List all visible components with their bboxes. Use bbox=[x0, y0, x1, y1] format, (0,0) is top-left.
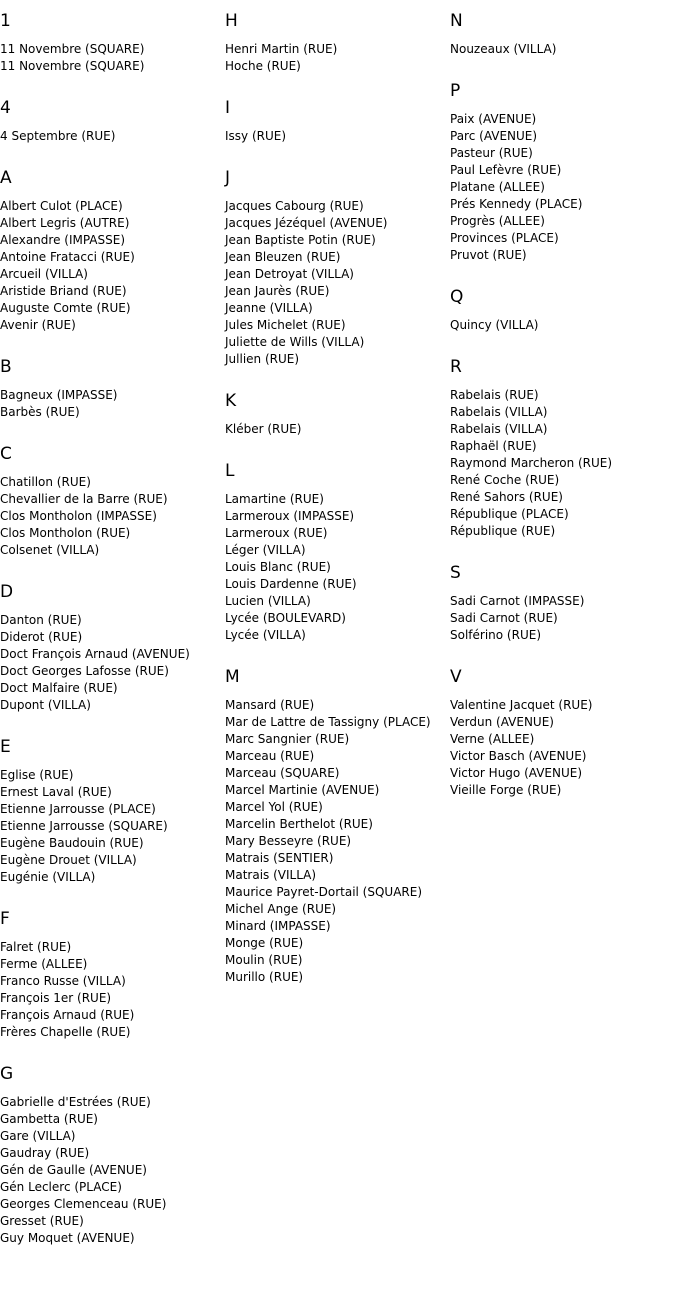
street-list-item bbox=[225, 714, 445, 731]
street-list-item bbox=[225, 576, 445, 593]
street-list-item bbox=[0, 1094, 220, 1111]
street-link[interactable]: Michel Ange (RUE) bbox=[225, 902, 337, 916]
section-letter-heading: M bbox=[225, 667, 240, 687]
letter-section bbox=[225, 666, 445, 986]
street-list-item bbox=[450, 145, 670, 162]
street-list-item bbox=[0, 1213, 220, 1230]
street-link[interactable]: Verdun (AVENUE) bbox=[450, 715, 554, 729]
street-index-column-2 bbox=[225, 10, 445, 1008]
street-link[interactable]: Marc Sangnier (RUE) bbox=[225, 732, 350, 746]
street-link[interactable]: République (PLACE) bbox=[450, 507, 569, 521]
street-list-item bbox=[225, 884, 445, 901]
street-link[interactable]: Provinces (PLACE) bbox=[450, 231, 559, 245]
street-list bbox=[0, 198, 220, 334]
street-list-item bbox=[225, 610, 445, 627]
street-list-item bbox=[0, 629, 220, 646]
street-list-item bbox=[225, 317, 445, 334]
section-letter-heading: F bbox=[0, 909, 10, 929]
street-list-item bbox=[0, 612, 220, 629]
street-link[interactable]: Eglise (RUE) bbox=[0, 768, 74, 782]
street-list bbox=[225, 128, 445, 145]
street-list bbox=[0, 41, 220, 75]
section-letter-heading: V bbox=[450, 667, 462, 687]
street-list-item bbox=[0, 697, 220, 714]
street-link[interactable]: Mary Besseyre (RUE) bbox=[225, 834, 352, 848]
street-index-column-3 bbox=[450, 10, 670, 821]
street-list-item bbox=[225, 249, 445, 266]
letter-section bbox=[450, 562, 670, 644]
street-list-item bbox=[225, 850, 445, 867]
street-list-item bbox=[225, 58, 445, 75]
street-link[interactable]: Falret (RUE) bbox=[0, 940, 72, 954]
section-letter-heading: H bbox=[225, 11, 238, 31]
street-list-item bbox=[225, 816, 445, 833]
street-list-item bbox=[0, 869, 220, 886]
street-list-item bbox=[0, 300, 220, 317]
street-list-item bbox=[450, 714, 670, 731]
street-link[interactable]: Jacques Jézéquel (AVENUE) bbox=[225, 216, 388, 230]
street-list-item bbox=[0, 232, 220, 249]
street-list-item bbox=[450, 128, 670, 145]
street-list-item bbox=[225, 901, 445, 918]
street-link[interactable]: Louis Dardenne (RUE) bbox=[225, 577, 357, 591]
street-list-item bbox=[225, 918, 445, 935]
street-link[interactable]: Doct Malfaire (RUE) bbox=[0, 681, 118, 695]
street-list-item bbox=[450, 387, 670, 404]
letter-section bbox=[0, 1063, 220, 1247]
street-link[interactable]: Rabelais (VILLA) bbox=[450, 405, 548, 419]
street-list-item bbox=[0, 1007, 220, 1024]
street-link[interactable]: Etienne Jarrousse (SQUARE) bbox=[0, 819, 168, 833]
letter-section bbox=[0, 10, 220, 75]
street-link[interactable]: Eugène Drouet (VILLA) bbox=[0, 853, 137, 867]
street-link[interactable]: Gabrielle d'Estrées (RUE) bbox=[0, 1095, 151, 1109]
street-list-item bbox=[0, 818, 220, 835]
street-link[interactable]: Frères Chapelle (RUE) bbox=[0, 1025, 131, 1039]
street-link[interactable]: Jacques Cabourg (RUE) bbox=[225, 199, 364, 213]
street-list-item bbox=[225, 559, 445, 576]
street-list-item bbox=[225, 731, 445, 748]
street-list-item bbox=[0, 680, 220, 697]
street-list-item bbox=[0, 1128, 220, 1145]
street-link[interactable]: Nouzeaux (VILLA) bbox=[450, 42, 557, 56]
street-list-item bbox=[225, 782, 445, 799]
street-list-item bbox=[0, 1162, 220, 1179]
street-link[interactable]: Avenir (RUE) bbox=[0, 318, 76, 332]
street-index-column-1 bbox=[0, 10, 220, 1269]
street-link[interactable]: Verne (ALLEE) bbox=[450, 732, 535, 746]
street-link[interactable]: Bagneux (IMPASSE) bbox=[0, 388, 118, 402]
letter-section bbox=[0, 443, 220, 559]
section-letter-heading: B bbox=[0, 357, 12, 377]
street-list-item bbox=[0, 41, 220, 58]
street-list-item bbox=[0, 491, 220, 508]
street-link[interactable]: Doct Georges Lafosse (RUE) bbox=[0, 664, 169, 678]
letter-section bbox=[0, 356, 220, 421]
letter-section bbox=[0, 97, 220, 145]
street-link[interactable]: Issy (RUE) bbox=[225, 129, 287, 143]
street-link[interactable]: Chevallier de la Barre (RUE) bbox=[0, 492, 168, 506]
street-link[interactable]: Albert Legris (AUTRE) bbox=[0, 216, 130, 230]
street-link[interactable]: Juliette de Wills (VILLA) bbox=[225, 335, 365, 349]
section-letter-heading: 4 bbox=[0, 98, 11, 118]
section-letter-heading: D bbox=[0, 582, 14, 602]
street-list-item bbox=[0, 283, 220, 300]
section-letter-heading: R bbox=[450, 357, 462, 377]
street-list-item bbox=[450, 697, 670, 714]
street-list-item bbox=[0, 1111, 220, 1128]
street-link[interactable]: Gambetta (RUE) bbox=[0, 1112, 98, 1126]
street-link[interactable]: Jullien (RUE) bbox=[225, 352, 300, 366]
street-link[interactable]: Progrès (ALLEE) bbox=[450, 214, 545, 228]
street-list-item bbox=[0, 317, 220, 334]
section-letter-heading: E bbox=[0, 737, 11, 757]
street-list-item bbox=[450, 748, 670, 765]
street-list-item bbox=[225, 952, 445, 969]
street-list bbox=[225, 421, 445, 438]
street-list-item bbox=[450, 472, 670, 489]
street-list bbox=[450, 697, 670, 799]
street-list-item bbox=[0, 525, 220, 542]
street-link[interactable]: Colsenet (VILLA) bbox=[0, 543, 100, 557]
street-link[interactable]: Ferme (ALLEE) bbox=[0, 957, 88, 971]
street-link[interactable]: Aristide Briand (RUE) bbox=[0, 284, 127, 298]
street-link[interactable]: Victor Basch (AVENUE) bbox=[450, 749, 587, 763]
street-link[interactable]: Eugène Baudouin (RUE) bbox=[0, 836, 144, 850]
street-list-item bbox=[225, 351, 445, 368]
street-link[interactable]: Albert Culot (PLACE) bbox=[0, 199, 123, 213]
street-list bbox=[225, 491, 445, 644]
street-list bbox=[450, 387, 670, 540]
street-link[interactable]: François 1er (RUE) bbox=[0, 991, 112, 1005]
street-link[interactable]: Minard (IMPASSE) bbox=[225, 919, 331, 933]
street-link[interactable]: Solférino (RUE) bbox=[450, 628, 541, 642]
section-letter-heading: J bbox=[225, 168, 231, 188]
letter-section bbox=[225, 390, 445, 438]
street-list-item bbox=[450, 731, 670, 748]
street-list-item bbox=[225, 833, 445, 850]
street-list-item bbox=[225, 697, 445, 714]
street-link[interactable]: 11 Novembre (SQUARE) bbox=[0, 59, 145, 73]
street-list-item bbox=[450, 196, 670, 213]
street-list bbox=[225, 41, 445, 75]
street-list-item bbox=[225, 593, 445, 610]
street-list-item bbox=[0, 1179, 220, 1196]
street-list-item bbox=[0, 767, 220, 784]
street-link[interactable]: Quincy (VILLA) bbox=[450, 318, 539, 332]
street-link[interactable]: Mar de Lattre de Tassigny (PLACE) bbox=[225, 715, 431, 729]
street-link[interactable]: Guy Moquet (AVENUE) bbox=[0, 1231, 135, 1245]
street-list-item bbox=[450, 317, 670, 334]
street-list-item bbox=[225, 300, 445, 317]
street-list-item bbox=[450, 523, 670, 540]
street-link[interactable]: Prés Kennedy (PLACE) bbox=[450, 197, 583, 211]
street-link[interactable]: Jeanne (VILLA) bbox=[225, 301, 313, 315]
street-link[interactable]: Hoche (RUE) bbox=[225, 59, 301, 73]
street-link[interactable]: Gén Leclerc (PLACE) bbox=[0, 1180, 122, 1194]
street-list-item bbox=[0, 646, 220, 663]
street-link[interactable]: Lycée (VILLA) bbox=[225, 628, 306, 642]
street-list-item bbox=[0, 939, 220, 956]
street-list-item bbox=[0, 508, 220, 525]
section-letter-heading: A bbox=[0, 168, 12, 188]
street-link[interactable]: République (RUE) bbox=[450, 524, 556, 538]
street-link[interactable]: Clos Montholon (IMPASSE) bbox=[0, 509, 157, 523]
letter-section bbox=[0, 581, 220, 714]
street-link[interactable]: Moulin (RUE) bbox=[225, 953, 303, 967]
street-list bbox=[0, 474, 220, 559]
street-list-item bbox=[450, 179, 670, 196]
street-list-item bbox=[225, 283, 445, 300]
street-link[interactable]: Georges Clemenceau (RUE) bbox=[0, 1197, 167, 1211]
section-letter-heading: K bbox=[225, 391, 237, 411]
street-list-item bbox=[225, 41, 445, 58]
street-link[interactable]: Monge (RUE) bbox=[225, 936, 304, 950]
letter-section bbox=[225, 97, 445, 145]
street-link[interactable]: Arcueil (VILLA) bbox=[0, 267, 88, 281]
street-list bbox=[450, 111, 670, 264]
street-list-item bbox=[450, 627, 670, 644]
section-letter-heading: C bbox=[0, 444, 12, 464]
street-list-item bbox=[0, 663, 220, 680]
section-letter-heading: S bbox=[450, 563, 461, 583]
street-link[interactable]: Jean Jaurès (RUE) bbox=[225, 284, 330, 298]
section-letter-heading: Q bbox=[450, 287, 464, 307]
street-link[interactable]: Larmeroux (RUE) bbox=[225, 526, 328, 540]
street-list-item bbox=[225, 215, 445, 232]
street-link[interactable]: Jules Michelet (RUE) bbox=[225, 318, 346, 332]
street-list bbox=[0, 767, 220, 886]
street-link[interactable]: Eugénie (VILLA) bbox=[0, 870, 96, 884]
street-link[interactable]: Paix (AVENUE) bbox=[450, 112, 537, 126]
street-list-item bbox=[225, 421, 445, 438]
street-list-item bbox=[225, 969, 445, 986]
street-link[interactable]: Marcel Martinie (AVENUE) bbox=[225, 783, 380, 797]
street-link[interactable]: Alexandre (IMPASSE) bbox=[0, 233, 126, 247]
street-list bbox=[450, 317, 670, 334]
street-link[interactable]: Raymond Marcheron (RUE) bbox=[450, 456, 613, 470]
letter-section bbox=[450, 356, 670, 540]
street-link[interactable]: Marcelin Berthelot (RUE) bbox=[225, 817, 373, 831]
street-list-item bbox=[225, 935, 445, 952]
street-list-item bbox=[450, 41, 670, 58]
letter-section bbox=[0, 736, 220, 886]
street-list-item bbox=[225, 128, 445, 145]
street-link[interactable]: René Coche (RUE) bbox=[450, 473, 560, 487]
street-list-item bbox=[0, 1230, 220, 1247]
street-list-item bbox=[0, 215, 220, 232]
street-link[interactable]: Murillo (RUE) bbox=[225, 970, 304, 984]
street-list-item bbox=[450, 765, 670, 782]
street-list-item bbox=[0, 1196, 220, 1213]
street-link[interactable]: Etienne Jarrousse (PLACE) bbox=[0, 802, 156, 816]
street-list-item bbox=[450, 213, 670, 230]
street-list-item bbox=[225, 627, 445, 644]
street-list bbox=[0, 128, 220, 145]
street-list-item bbox=[450, 230, 670, 247]
street-link[interactable]: Sadi Carnot (IMPASSE) bbox=[450, 594, 585, 608]
letter-section bbox=[450, 666, 670, 799]
street-link[interactable]: Henri Martin (RUE) bbox=[225, 42, 338, 56]
street-link[interactable]: Marceau (SQUARE) bbox=[225, 766, 340, 780]
street-link[interactable]: Léger (VILLA) bbox=[225, 543, 306, 557]
street-list-item bbox=[450, 506, 670, 523]
street-list-item bbox=[0, 404, 220, 421]
street-link[interactable]: Rabelais (VILLA) bbox=[450, 422, 548, 436]
street-link[interactable]: Platane (ALLEE) bbox=[450, 180, 545, 194]
street-list-item bbox=[450, 247, 670, 264]
street-link[interactable]: Antoine Fratacci (RUE) bbox=[0, 250, 135, 264]
street-list-item bbox=[0, 266, 220, 283]
street-list bbox=[0, 939, 220, 1041]
street-link[interactable]: François Arnaud (RUE) bbox=[0, 1008, 135, 1022]
street-link[interactable]: Parc (AVENUE) bbox=[450, 129, 538, 143]
street-list bbox=[450, 593, 670, 644]
street-list bbox=[0, 612, 220, 714]
street-list-item bbox=[225, 765, 445, 782]
street-link[interactable]: Auguste Comte (RUE) bbox=[0, 301, 131, 315]
street-link[interactable]: 11 Novembre (SQUARE) bbox=[0, 42, 145, 56]
street-link[interactable]: Lamartine (RUE) bbox=[225, 492, 324, 506]
street-list-item bbox=[0, 990, 220, 1007]
street-link[interactable]: Franco Russe (VILLA) bbox=[0, 974, 126, 988]
street-list-item bbox=[450, 489, 670, 506]
street-list-item bbox=[225, 334, 445, 351]
street-link[interactable]: Jean Bleuzen (RUE) bbox=[225, 250, 341, 264]
letter-section bbox=[450, 10, 670, 58]
street-list-item bbox=[450, 610, 670, 627]
street-list-item bbox=[0, 956, 220, 973]
street-list-item bbox=[0, 852, 220, 869]
street-list-item bbox=[0, 1145, 220, 1162]
street-list-item bbox=[0, 58, 220, 75]
street-list-item bbox=[0, 973, 220, 990]
street-link[interactable]: Larmeroux (IMPASSE) bbox=[225, 509, 355, 523]
street-list-item bbox=[225, 799, 445, 816]
street-list-item bbox=[0, 835, 220, 852]
street-list-item bbox=[225, 867, 445, 884]
street-link[interactable]: Gaudray (RUE) bbox=[0, 1146, 90, 1160]
street-list-item bbox=[0, 198, 220, 215]
street-list-item bbox=[225, 232, 445, 249]
letter-section bbox=[225, 167, 445, 368]
street-link[interactable]: Victor Hugo (AVENUE) bbox=[450, 766, 583, 780]
street-link[interactable]: 4 Septembre (RUE) bbox=[0, 129, 116, 143]
street-list bbox=[450, 41, 670, 58]
street-link[interactable]: Marcel Yol (RUE) bbox=[225, 800, 323, 814]
street-link[interactable]: Vieille Forge (RUE) bbox=[450, 783, 562, 797]
street-link[interactable]: Louis Blanc (RUE) bbox=[225, 560, 331, 574]
street-list-item bbox=[450, 111, 670, 128]
street-list-item bbox=[0, 1024, 220, 1041]
street-list-item bbox=[450, 438, 670, 455]
street-link[interactable]: Lucien (VILLA) bbox=[225, 594, 311, 608]
street-link[interactable]: Jean Detroyat (VILLA) bbox=[225, 267, 354, 281]
street-list-item bbox=[0, 249, 220, 266]
street-list-item bbox=[0, 784, 220, 801]
street-link[interactable]: Rabelais (RUE) bbox=[450, 388, 539, 402]
letter-section bbox=[0, 167, 220, 334]
street-link[interactable]: Mansard (RUE) bbox=[225, 698, 315, 712]
street-list-item bbox=[225, 542, 445, 559]
street-link[interactable]: Diderot (RUE) bbox=[0, 630, 83, 644]
street-list-item bbox=[450, 421, 670, 438]
street-link[interactable]: Danton (RUE) bbox=[0, 613, 82, 627]
section-letter-heading: 1 bbox=[0, 11, 11, 31]
street-list-item bbox=[0, 542, 220, 559]
letter-section bbox=[0, 908, 220, 1041]
street-list bbox=[225, 697, 445, 986]
section-letter-heading: N bbox=[450, 11, 463, 31]
street-link[interactable]: Valentine Jacquet (RUE) bbox=[450, 698, 593, 712]
street-list bbox=[0, 387, 220, 421]
street-link[interactable]: Pasteur (RUE) bbox=[450, 146, 533, 160]
street-link[interactable]: Sadi Carnot (RUE) bbox=[450, 611, 558, 625]
street-link[interactable]: Matrais (SENTIER) bbox=[225, 851, 334, 865]
street-link[interactable]: Matrais (VILLA) bbox=[225, 868, 317, 882]
street-list-item bbox=[450, 455, 670, 472]
street-link[interactable]: Gresset (RUE) bbox=[0, 1214, 84, 1228]
street-list-item bbox=[450, 593, 670, 610]
street-link[interactable]: Raphaël (RUE) bbox=[450, 439, 537, 453]
street-link[interactable]: Pruvot (RUE) bbox=[450, 248, 527, 262]
section-letter-heading: G bbox=[0, 1064, 14, 1084]
street-link[interactable]: Chatillon (RUE) bbox=[0, 475, 91, 489]
street-list-item bbox=[450, 162, 670, 179]
street-link[interactable]: Gare (VILLA) bbox=[0, 1129, 76, 1143]
letter-section bbox=[225, 460, 445, 644]
letter-section bbox=[450, 80, 670, 264]
street-list bbox=[225, 198, 445, 368]
street-link[interactable]: Marceau (RUE) bbox=[225, 749, 315, 763]
street-list-item bbox=[0, 474, 220, 491]
street-list-item bbox=[0, 387, 220, 404]
street-list-item bbox=[225, 491, 445, 508]
street-list bbox=[0, 1094, 220, 1247]
street-link[interactable]: Maurice Payret-Dortail (SQUARE) bbox=[225, 885, 423, 899]
street-list-item bbox=[225, 525, 445, 542]
street-link[interactable]: Gén de Gaulle (AVENUE) bbox=[0, 1163, 147, 1177]
street-link[interactable]: Doct François Arnaud (AVENUE) bbox=[0, 647, 190, 661]
street-list-item bbox=[225, 748, 445, 765]
street-link[interactable]: Kléber (RUE) bbox=[225, 422, 302, 436]
letter-section bbox=[225, 10, 445, 75]
street-link[interactable]: Lycée (BOULEVARD) bbox=[225, 611, 346, 625]
street-list-item bbox=[225, 508, 445, 525]
street-link[interactable]: Barbès (RUE) bbox=[0, 405, 80, 419]
section-letter-heading: I bbox=[225, 98, 231, 118]
street-link[interactable]: Clos Montholon (RUE) bbox=[0, 526, 131, 540]
street-list-item bbox=[0, 801, 220, 818]
street-link[interactable]: René Sahors (RUE) bbox=[450, 490, 563, 504]
section-letter-heading: L bbox=[225, 461, 235, 481]
street-list-item bbox=[225, 266, 445, 283]
street-link[interactable]: Paul Lefèvre (RUE) bbox=[450, 163, 562, 177]
street-link[interactable]: Dupont (VILLA) bbox=[0, 698, 91, 712]
street-list-item bbox=[225, 198, 445, 215]
street-list-item bbox=[450, 782, 670, 799]
street-list-item bbox=[450, 404, 670, 421]
section-letter-heading: P bbox=[450, 81, 461, 101]
street-list-item bbox=[0, 128, 220, 145]
letter-section bbox=[450, 286, 670, 334]
street-link[interactable]: Ernest Laval (RUE) bbox=[0, 785, 112, 799]
street-link[interactable]: Jean Baptiste Potin (RUE) bbox=[225, 233, 376, 247]
